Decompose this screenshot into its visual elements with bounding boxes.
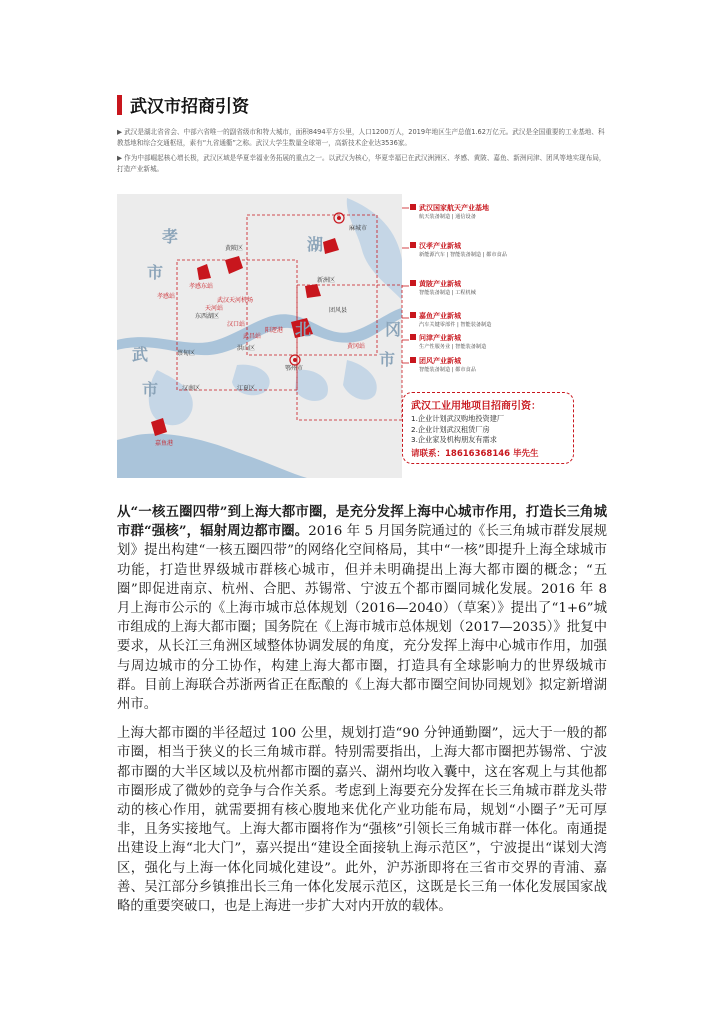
zone-title: 黄陂产业新城 <box>419 280 461 288</box>
investment-callout <box>402 392 574 464</box>
zone-legend-swatch <box>410 357 416 363</box>
map-label-shi1: 市 <box>147 263 164 282</box>
paragraph-1-lead: 从“一核五圈四带”到上海大都市圈，是充分发挥上海中心城市作用，打造长三角城市群“强核”，辐射周边都市圈。 <box>117 504 607 540</box>
map-label-jiangxia: 江夏区 <box>237 385 256 392</box>
zone-title: 武汉国家航天产业基地 <box>419 204 489 212</box>
intro-paragraph-2: ▶ 作为中部崛起核心增长极，武汉区域是华夏幸福业务拓展的重点之一。以武汉为核心，华夏幸福已在武汉洲洲区、孝感、黄陂、嘉鱼、新洲问津、团风等地实现布局，打造产业新城。 <box>117 154 606 173</box>
map-label-bei: 北 <box>295 320 312 339</box>
callout-item: 3.企业家及机构朋友有需求 <box>411 435 497 444</box>
callout-title: 武汉工业用地项目招商引资： <box>411 401 541 412</box>
zone-legend-swatch <box>410 204 416 210</box>
map-label-xiaogan: 孝感站 <box>157 293 176 300</box>
zone-legend-swatch <box>410 280 416 286</box>
zone-title: 问津产业新城 <box>419 334 461 342</box>
zone-subtitle: 智能装备制造 | 工程机械 <box>419 290 476 296</box>
zone-legend-swatch <box>410 312 416 318</box>
city-marker-dot <box>293 358 297 362</box>
zone-legend-swatch <box>410 334 416 340</box>
title-row <box>117 92 607 117</box>
zone-subtitle: 汽车关键零部件 | 智能装备制造 <box>419 322 492 328</box>
intro-paragraph-1: ▶ 武汉是湖北省省会、中部六省唯一的副省级市和特大城市，面积8494平方公里，人口1200万人，2019年地区生产总值1.62万亿元。武汉是全国重要的工业基地、科教基地和综合交通枢纽，素有“九省通衢”之称。武汉大学生数量全球第一，高新技术企业达3536家。 <box>117 128 605 147</box>
header-section <box>117 92 607 179</box>
zone-title: 团风产业新城 <box>419 357 461 365</box>
zone-subtitle: 智能装备制造 | 都市食品 <box>419 367 476 373</box>
intro-text <box>117 127 607 175</box>
map-label-xiaogan-station: 孝感东站 <box>189 283 214 290</box>
map-label-tianhe: 天河站 <box>205 305 224 312</box>
callout-item: 1.企业计划武汉购地投资建厂 <box>411 414 505 423</box>
map-label-huanggang: 黄冈站 <box>347 343 366 350</box>
title-accent-bar <box>117 95 122 115</box>
map-label-ezhou: 鄂州市 <box>285 365 304 372</box>
callout-contact: 请联系：18616368146 毕先生 <box>411 448 539 459</box>
map-label-caidian: 蔡甸区 <box>177 350 196 357</box>
zone-subtitle: 新能源汽车 | 智能装备制造 | 都市食品 <box>419 252 507 258</box>
callout-item: 2.企业计划武汉租赁厂房 <box>411 424 490 434</box>
map-label-shi2: 市 <box>142 380 159 399</box>
map-label-shi3: 市 <box>379 350 396 369</box>
paragraph-2: 上海大都市圈的半径超过 100 公里，规划打造“90 分钟通勤圈”，远大于一般的都市圈，相当于狭义的长三角城市群。特别需要指出，上海大都市圈把苏锡常、宁波都市圈的大半区域以及杭州都市圈的嘉兴、湖州均收入囊中，这在客观上与其他都市圈形成了微妙的竞争与合作关系。考虑到上海要充分发挥在长三角城市群龙头带动的核心作用，就需要拥有核心腹地来优化产业功能布局，规划“小圈子”无可厚非，且务实接地气。上海大都市圈将作为“强核”引领长三角城市群一体化。南通提出建设上海“北大门”，嘉兴提出“建设全面接轨上海示范区”，宁波提出“谋划大湾区，强化与上海一体化同城化建设”。此外，沪苏浙即将在三省市交界的青浦、嘉善、吴江部分乡镇推出长三角一体化发展示范区，这既是长三角一体化发展国家战略的重要突破口，也是上海进一步扩大对内开放的载体。 <box>117 726 607 915</box>
map-label-hankou: 汉口站 <box>227 321 246 328</box>
map-label-huangpi: 黄陂区 <box>225 245 244 252</box>
map-label-yangluo: 阳逻港 <box>265 327 284 334</box>
map-label-xiao: 孝 <box>162 227 179 246</box>
map-label-dongxihu: 东西湖区 <box>195 313 220 320</box>
map-label-hongshan: 洪山区 <box>237 345 256 352</box>
paragraph-1-rest: 2016 年 5 月国务院通过的《长三角城市群发展规划》提出构建“一核五圈四带”的网络化空间格局，其中“一核”即提升上海全球城市功能，打造世界级城市群核心城市，但并未明确提出上海大都市圈的概念；“五圈”即促进南京、杭州、合肥、苏锡常、宁波五个都市圈同城化发展。2016 年 8 月上海市公示的《上海市城市总体规划（2016—2040）（草案）》提出了“1+6”城市组成的上海大都市圈；国务院在《上海市城市总体规划（2017—2035）》批复中要求，从长江三角洲区域整体协调发展的角度，充分发挥上海中心城市作用，加强与周边城市的分工协作，构建上海大都市圈，打造具有全球影响力的世界级城市群。目前上海联合苏浙两省正在酝酿的《上海大都市圈空间协同规划》拟定新增湖州市。 <box>117 524 607 713</box>
map-label-gang: 冈 <box>385 320 402 339</box>
map-label-wuhan-station: 武汉天河机场 <box>217 297 254 304</box>
map-label-jiayu: 嘉鱼港 <box>155 440 174 447</box>
article-body <box>117 503 607 926</box>
zone-legend-swatch <box>410 242 416 248</box>
zone-title: 汉孝产业新城 <box>419 242 461 250</box>
map-label-wuchang: 武昌站 <box>243 333 262 340</box>
page-title: 武汉市招商引资 <box>130 97 249 117</box>
map-label-wu: 武 <box>132 345 149 364</box>
paragraph-1 <box>117 503 607 714</box>
city-marker-dot <box>337 216 341 220</box>
zone-subtitle: 航天装备制造 | 通信设备 <box>419 214 476 220</box>
map-label-hannan: 汉南区 <box>182 385 201 392</box>
map-label-macheng: 麻城市 <box>349 225 368 232</box>
map-label-tuanfeng: 团风县 <box>329 307 348 314</box>
map-label-hu: 湖 <box>307 235 324 254</box>
zone-subtitle: 生产性服务业 | 智能装备制造 <box>419 344 487 350</box>
zone-title: 嘉鱼产业新城 <box>419 312 461 320</box>
map-label-xinzhou: 新洲区 <box>317 277 336 284</box>
